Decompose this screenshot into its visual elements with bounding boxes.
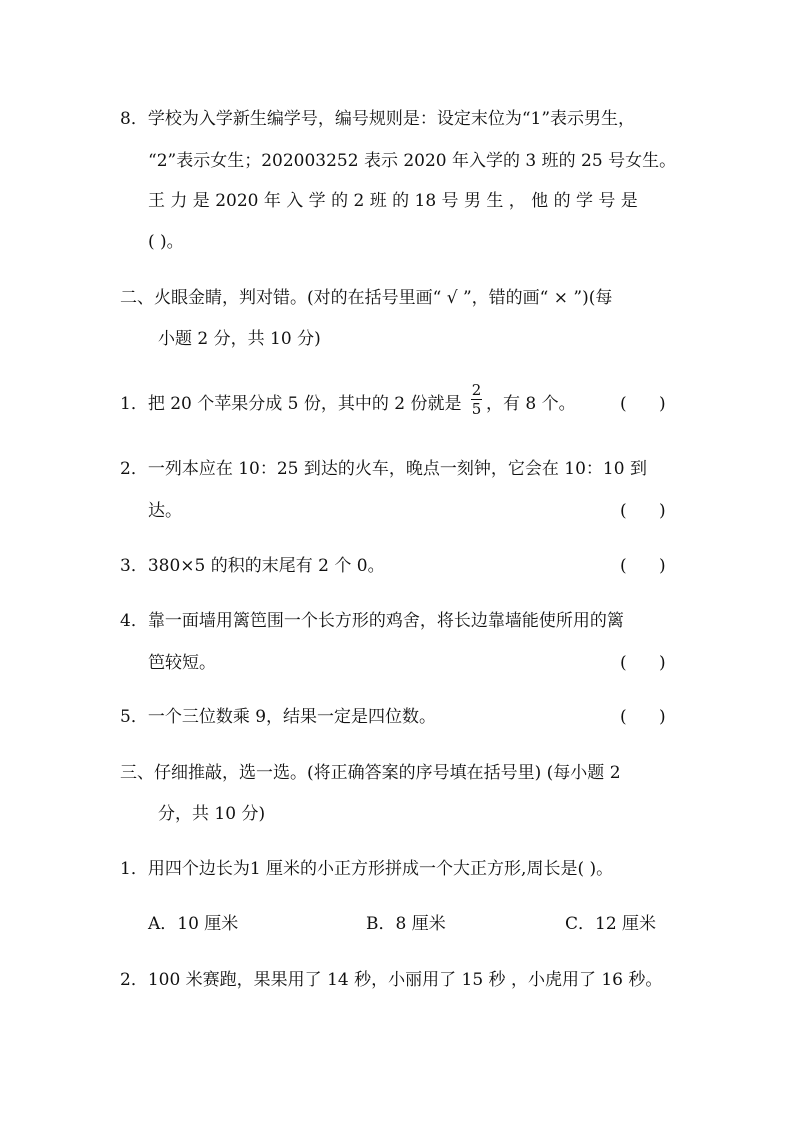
q8-line-1: 8．学校为入学新生编学号，编号规则是：设定末位为“1”表示男生， xyxy=(120,109,636,129)
s2-item4-line-2: 笆较短。 xyxy=(148,653,216,673)
fraction-numerator: 2 xyxy=(471,381,482,399)
s3-q1-option-b[interactable]: B．8 厘米 xyxy=(366,914,446,934)
s2-item1-text-before: 1．把 20 个苹果分成 5 份，其中的 2 份就是 xyxy=(120,394,462,414)
s3-q1-option-c[interactable]: C．12 厘米 xyxy=(565,914,657,934)
s2-item2-line-1: 2．一列本应在 10：25 到达的火车，晚点一刻钟，它会在 10：10 到 xyxy=(120,459,647,479)
section2-title-line-2: 小题 2 分，共 10 分) xyxy=(158,329,321,349)
s2-item1-fraction xyxy=(471,382,482,417)
s3-q2-text: 2．100 米赛跑，果果用了 14 秒，小丽用了 15 秒 ，小虎用了 16 秒。 xyxy=(120,970,663,990)
section3-title-line-1: 三、仔细推敲，选一选。(将正确答案的序号填在括号里) (每小题 2 xyxy=(120,763,621,783)
q8-line-2: “2”表示女生；202003252 表示 2020 年入学的 3 班的 25 号女生。 xyxy=(148,151,677,171)
s2-item5-text: 5．一个三位数乘 9，结果一定是四位数。 xyxy=(120,707,437,727)
s2-item3-text: 3．380×5 的积的末尾有 2 个 0。 xyxy=(120,556,385,576)
fraction-denominator: 5 xyxy=(471,400,482,418)
s2-item4-line-1: 4．靠一面墙用篱笆围一个长方形的鸡舍，将长边靠墙能使所用的篱 xyxy=(120,611,624,631)
section2-title-line-1: 二、火眼金睛，判对错。(对的在括号里画“ √ ”，错的画“ × ”)(每 xyxy=(120,288,613,308)
q8-line-3: 王 力 是 2020 年 入 学 的 2 班 的 18 号 男 生 ， 他 的 学 号 是 xyxy=(148,191,638,211)
s2-item1-text-after: ，有 8 个。 xyxy=(486,394,576,414)
section3-title-line-2: 分，共 10 分) xyxy=(158,804,266,824)
s3-q1-option-a[interactable]: A．10 厘米 xyxy=(148,914,239,934)
s2-item2-answer-paren[interactable]: ( ) xyxy=(620,501,666,521)
s2-item2-line-2: 达。 xyxy=(148,501,182,521)
s2-item5-answer-paren[interactable]: ( ) xyxy=(620,707,666,727)
s2-item4-answer-paren[interactable]: ( ) xyxy=(620,653,666,673)
s3-q1-text: 1．用四个边长为1 厘米的小正方形拼成一个大正方形,周长是( )。 xyxy=(120,859,614,879)
s2-item3-answer-paren[interactable]: ( ) xyxy=(620,556,666,576)
q8-answer-blank[interactable]: ( )。 xyxy=(148,232,184,252)
s2-item1-answer-paren[interactable]: ( ) xyxy=(620,394,666,414)
